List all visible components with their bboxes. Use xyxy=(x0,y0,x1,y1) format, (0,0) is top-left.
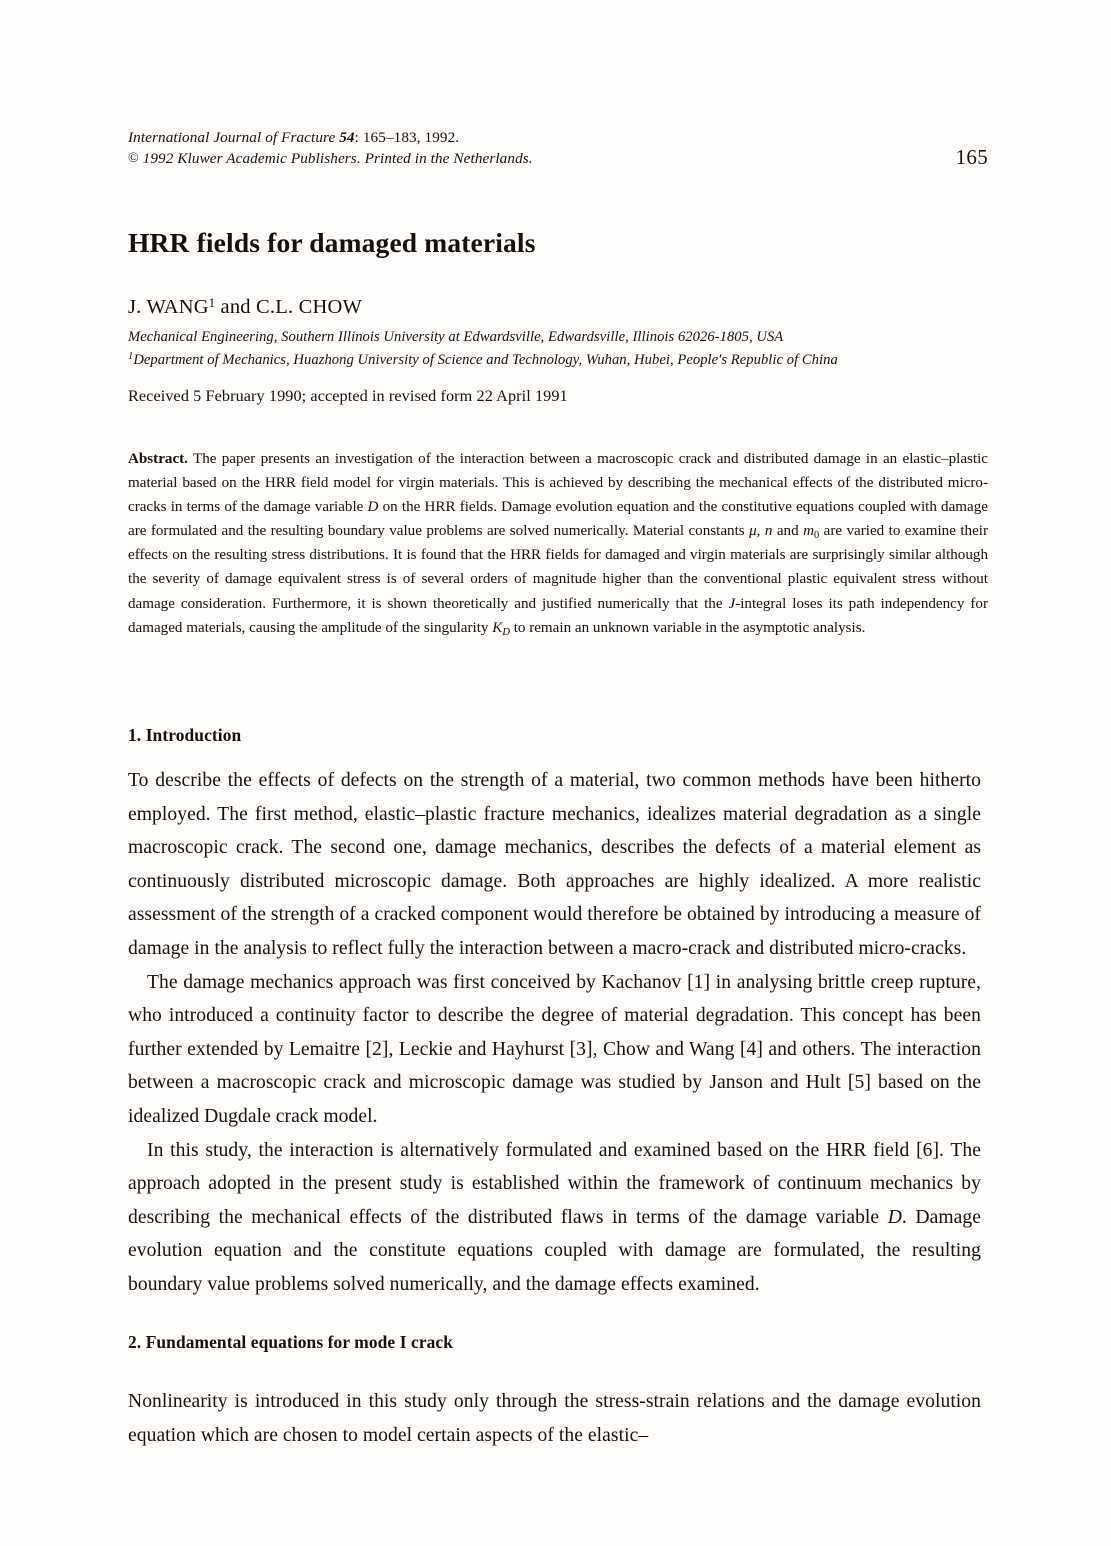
affiliation-text: Department of Mechanics, Huazhong University of Science and Technology, Wuhan, Hubei, People's Republic of China xyxy=(133,351,838,368)
affiliation-line-1: Mechanical Engineering, Southern Illinois University at Edwardsville, Edwardsville, Illinois 62026-1805, USA xyxy=(128,329,784,345)
affiliation-block xyxy=(128,326,1000,371)
inline-var-D: D xyxy=(887,1206,902,1228)
paragraph xyxy=(128,1134,981,1302)
author-names-secondary: and C.L. CHOW xyxy=(215,296,363,318)
abstract-var-D: D xyxy=(367,499,379,516)
copyright-text: 1992 Kluwer Academic Publishers. Printed in the Netherlands. xyxy=(142,149,533,167)
affiliation-marker: 1 xyxy=(128,350,134,362)
abstract-text-1: The paper presents an investigation of the interaction between a macroscopic crack and distributed damage in an elastic–plastic material based on the HRR field model for virgin materials. This is achieved by describing the mechanical effects of the distributed micro-cracks in terms of the damage variable xyxy=(128,451,988,516)
abstract-var-m-subscript: 0 xyxy=(813,530,820,542)
abstract-text-4: and xyxy=(772,523,804,540)
paragraph: To describe the effects of defects on the strength of a material, two common methods have been hitherto employed. The first method, elastic–plastic fracture mechanics, idealizes material degradation as a single macroscopic crack. The second one, damage mechanics, describes the defects of a material element as continuously distributed microscopic damage. Both approaches are highly idealized. A more realistic assessment of the strength of a cracked component would therefore be obtained by introducing a measure of damage in the analysis to reflect fully the interaction between a macro-crack and distributed micro-cracks. xyxy=(128,770,981,959)
section-heading-fundamental-equations: 2. Fundamental equations for mode I crack xyxy=(128,1332,454,1353)
paragraph: The damage mechanics approach was first conceived by Kachanov [1] in analysing brittle creep rupture, who introduced a continuity factor to describe the degree of material degradation. This concept has been further extended by Lemaitre [2], Leckie and Hayhurst [3], Chow and Wang [4] and others. The interaction between a macroscopic crack and microscopic damage was studied by Janson and Hult [5] based on the idealized Dugdale crack model. xyxy=(128,971,981,1127)
running-head xyxy=(128,128,988,169)
abstract-var-mu: μ xyxy=(749,523,757,540)
running-head-text xyxy=(128,128,533,169)
page-number: 165 xyxy=(955,145,988,169)
journal-citation-line: International Journal of Fracture 54: 165–183, 1992. xyxy=(128,129,460,146)
journal-title: International Journal of Fracture xyxy=(128,129,336,146)
journal-volume: 54 xyxy=(339,129,355,146)
journal-pages-year: 165–183, 1992. xyxy=(362,129,460,146)
abstract-text-5: are varied to examine their effects on the resulting stress distributions. It is found that the HRR fields for damaged and virgin materials are surprisingly similar although the severity of damage equivalent stress is of several orders of magnitude higher than the conventional plastic equivalent stress without damage consideration. Furthermore, it is shown theoretically and justified numerically that the xyxy=(128,523,989,612)
abstract-label: Abstract. xyxy=(128,451,188,467)
copyright-line xyxy=(128,149,533,170)
paragraph: Nonlinearity is introduced in this study only through the stress-strain relations and the damage evolution equation which are chosen to model certain aspects of the elastic– xyxy=(128,1391,981,1446)
section-heading-introduction: 1. Introduction xyxy=(128,725,242,746)
abstract-var-K-subscript: D xyxy=(502,626,510,638)
abstract xyxy=(128,447,988,640)
received-date-line: Received 5 February 1990; accepted in revised form 22 April 1991 xyxy=(128,387,568,405)
abstract-var-n: n xyxy=(764,523,773,540)
abstract-var-K: K xyxy=(492,619,503,636)
abstract-text-7: to remain an unknown variable in the asymptotic analysis. xyxy=(509,619,866,636)
section-body-introduction xyxy=(128,764,981,1302)
abstract-text-2: on the HRR fields. Damage evolution equation and the constitutive equations coupled with damage are formulated and the resulting boundary value problems are solved numerically. Material constants xyxy=(128,499,988,540)
author-list xyxy=(128,294,993,320)
paragraph-text-a: In this study, the interaction is alternatively formulated and examined based on the HRR field [6]. The approach adopted in the present study is established within the framework of continuum mechanics by describing the mechanical effects of the distributed flaws in terms of the damage variable xyxy=(128,1139,981,1228)
page-title: HRR fields for damaged materials xyxy=(128,227,536,259)
abstract-text-6: -integral loses its path independency for damaged materials, causing the amplitude of the singularity xyxy=(128,595,988,636)
abstract-var-J: J xyxy=(728,595,736,612)
author-affiliation-marker: 1 xyxy=(208,296,216,310)
abstract-text-3: , xyxy=(756,523,765,540)
section-body-fundamental-equations xyxy=(128,1385,981,1452)
author-names-primary: J. WANG xyxy=(128,296,209,318)
abstract-var-m: m xyxy=(803,523,814,540)
paragraph-text-b: . Damage evolution equation and the constitute equations coupled with damage are formulated, the resulting boundary value problems solved numerically, and the damage effects examined. xyxy=(128,1206,981,1295)
affiliation-line-2 xyxy=(128,349,1000,372)
copyright-icon: © xyxy=(128,150,139,166)
